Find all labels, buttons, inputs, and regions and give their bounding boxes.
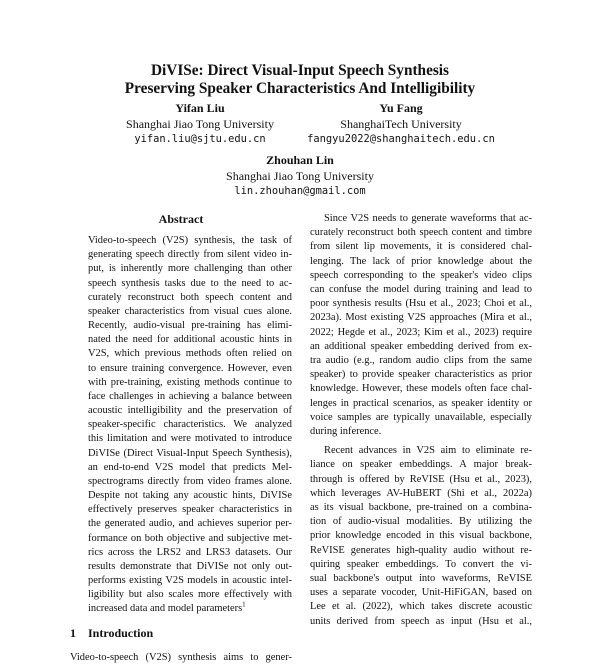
text-line: the generated audio, and achieves superior per- [88,518,292,530]
text-line: this limitation and were motivated to introduce [88,433,292,445]
text-line: speaker-specific characteristics. We analyzed [88,419,292,431]
paragraph-2 [310,444,532,629]
text-line: liance on speaker embeddings. A major break- [310,459,532,471]
text-line: ReVISE generates high-quality audio without re- [310,544,532,556]
author-name: Zhouhan Lin [266,153,334,167]
section-heading [70,626,292,640]
section-title: Introduction [88,625,154,640]
text-line: poor synthesis results (Hsu et al., 2023; Choi et al., [310,298,532,310]
author-affiliation: ShanghaiTech University [340,116,462,131]
text-line: V2S, which previous methods often relied on [88,348,292,360]
paragraph-1 [310,212,532,439]
text-line: lenges in practical scenarios, as speaker identity or [310,397,532,409]
text-line: Recent advances in V2S aim to eliminate re- [324,445,532,457]
text-line: tion of audio-visual modalities. By utilizing the [310,516,532,528]
author-block-2 [281,101,521,148]
text-line: generating speech directly from silent video in- [88,249,292,261]
text-line: face challenges in achieving a balance between [88,390,292,402]
paper-title [0,62,600,98]
intro-paragraph [70,651,292,665]
text-line: curately reconstruct both speech content and timbre [310,227,532,239]
text-line: through is offered by ReVISE (Hsu et al., 2023), [310,473,532,485]
text-line: speaker) to provide speaker characteristics as prior [310,369,532,381]
text-line: DiVISe (Direct Visual-Input Speech Synthesis), [88,447,292,459]
text-line: sual backbone's output into waveforms, ReVISE [310,573,532,585]
title-line-1: DiVISe: Direct Visual-Input Speech Synthesis [150,62,450,79]
author-email[interactable]: fangyu2022@shanghaitech.edu.cn [307,133,495,145]
text-line: 2022; Hegde et al., 2023; Kim et al., 2023) require [310,326,532,338]
text-line: performs existing V2S models in acoustic intel- [88,575,292,587]
footnote-marker[interactable]: 1 [242,600,246,609]
text-line: nated the need for additional acoustic hints in [88,334,292,346]
author-affiliation: Shanghai Jiao Tong University [126,116,274,131]
text-line: curately reconstruct both speech content and [88,291,292,303]
text-line: with pre-training, existing methods continue to [88,376,292,388]
text-line: speech synthesis tasks due to the need to ac- [88,277,292,289]
text-line: spectrograms directly from video frames alone. [88,475,292,487]
text-line: as its visual backbone, pre-trained on a combina- [310,502,532,514]
text-line: knowledge. However, these models often face chal- [310,383,532,395]
author-name: Yu Fang [379,101,423,115]
abstract-heading: Abstract [158,212,204,226]
text-line: to ensure training convergence. However, even [88,362,292,374]
text-line: Since V2S needs to generate waveforms that ac- [324,213,532,224]
text-line: acoustic intelligibility and the preservation of [88,405,292,417]
text-line: lenging. The lack of prior knowledge about the [310,255,532,267]
author-email[interactable]: yifan.liu@sjtu.edu.cn [134,133,266,145]
section-number: 1 [70,625,76,640]
text-line: Video-to-speech (V2S) synthesis aims to gener- [70,651,292,663]
text-line: Despite not taking any acoustic hints, DiVISe [88,490,292,502]
text-line: Recently, audio-visual pre-training has elimi- [88,320,292,332]
text-line: results demonstrate that DiVISe not only out- [88,560,292,572]
text-line: speaker characteristics from visual cues alone. [88,305,292,317]
author-block-3 [180,153,420,200]
text-line: increased data and model parameters$^1$ [88,600,246,615]
text-line: speech corresponding to the speaker's video clips [310,269,532,281]
text-line: during inference. [310,426,382,438]
text-line: tra audio (e.g., random audio clips from the same [310,355,532,367]
text-line: quiring speaker embeddings. To convert the vi- [310,558,532,570]
text-line: which leverages AV-HuBERT (Shi et al., 2022a) [310,487,532,499]
text-line: Video-to-speech (V2S) synthesis, the task of [88,235,292,246]
abstract-body [88,234,292,617]
text-line: formance on both objective and subjective met- [88,532,292,544]
text-line: 2023a). Most existing V2S approaches (Mira et al., [310,312,532,324]
text-line: ligibility but also scales more effectively with [88,589,292,601]
text-line: from silent lip movements, it is considered chal- [310,241,532,253]
text-line: uses a separate vocoder, Unit-HiFiGAN, based on [310,587,532,599]
text-line: effectively preserves speaker characteristics in [88,504,292,516]
text-line: an end-to-end V2S model that predicts Mel- [88,461,292,473]
author-affiliation: Shanghai Jiao Tong University [226,168,374,183]
text-line: prior knowledge encoded in this visual backbone, [310,530,532,542]
text-line: put, is inherently more challenging than other [88,263,292,275]
left-column [70,212,292,665]
author-email[interactable]: lin.zhouhan@gmail.com [234,185,366,197]
text-line: rics across the LRS2 and LRS3 datasets. Our [88,546,292,558]
right-column [310,212,532,629]
text-line: units derived from speech as input (Hsu et al., [310,615,532,627]
text-line: voice samples are typically unavailable, especially [310,411,532,423]
title-line-2: Preserving Speaker Characteristics And Intelligibility [124,80,476,97]
text-line: an additional speaker embedding derived from ex- [310,340,532,352]
text-line: Lee et al. (2022), which takes discrete acoustic [310,601,532,613]
text-line: can confuse the model during training and lead to [310,284,532,296]
author-name: Yifan Liu [175,101,225,115]
